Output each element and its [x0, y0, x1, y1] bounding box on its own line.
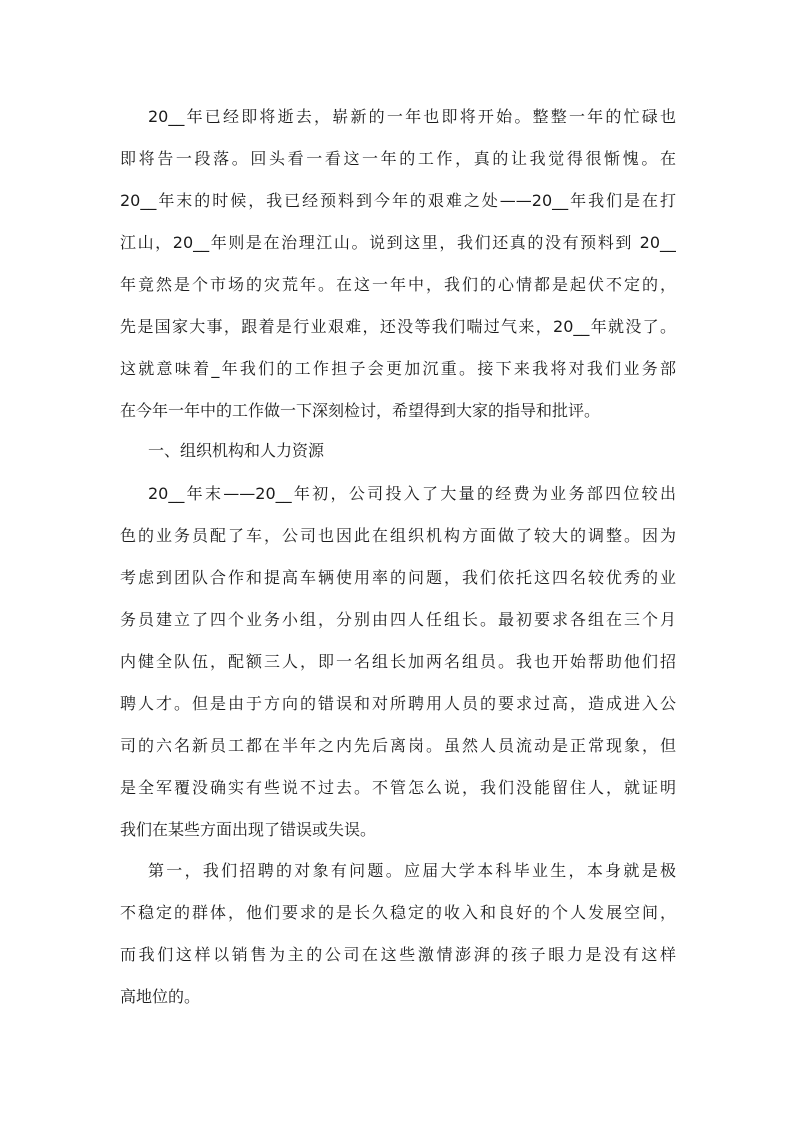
paragraph-line: 江山，20__年则是在治理江山。说到这里，我们还真的没有预料到 20__	[120, 233, 676, 252]
paragraph-line: 高地位的。	[120, 987, 201, 1006]
paragraph-line: 内健全队伍，配额三人，即一名组长加两名组员。我也开始帮助他们招	[120, 652, 676, 671]
paragraph-line: 20__年末的时候，我已经预料到今年的艰难之处——20__年我们是在打	[120, 191, 676, 210]
paragraph-line: 司的六名新员工都在半年之内先后离岗。虽然人员流动是正常现象，但	[120, 736, 676, 755]
paragraph-line: 而我们这样以销售为主的公司在这些激情澎湃的孩子眼力是没有这样	[120, 945, 676, 964]
paragraph-line: 不稳定的群体，他们要求的是长久稳定的收入和良好的个人发展空间，	[120, 903, 676, 922]
paragraph-line: 聘人才。但是由于方向的错误和对所聘用人员的要求过高，造成进入公	[120, 694, 676, 713]
paragraph-line: 20__年已经即将逝去，崭新的一年也即将开始。整整一年的忙碌也	[148, 107, 676, 126]
paragraph-line: 在今年一年中的工作做一下深刻检讨，希望得到大家的指导和批评。	[120, 401, 601, 420]
paragraph-line: 是全军覆没确实有些说不过去。不管怎么说，我们没能留住人，就证明	[120, 778, 676, 797]
paragraph-line: 这就意味着_年我们的工作担子会更加沉重。接下来我将对我们业务部	[120, 359, 676, 378]
paragraph-line: 考虑到团队合作和提高车辆使用率的问题，我们依托这四名较优秀的业	[120, 568, 676, 587]
paragraph-line: 色的业务员配了车，公司也因此在组织机构方面做了较大的调整。因为	[120, 526, 676, 545]
paragraph-line: 务员建立了四个业务小组，分别由四人任组长。最初要求各组在三个月	[120, 610, 676, 629]
paragraph-line: 先是国家大事，跟着是行业艰难，还没等我们喘过气来，20__年就没了。	[120, 317, 676, 336]
paragraph-line: 年竟然是个市场的灾荒年。在这一年中，我们的心情都是起伏不定的，	[120, 275, 676, 294]
section-heading: 一、组织机构和人力资源	[148, 441, 325, 460]
paragraph-line: 我们在某些方面出现了错误或失误。	[120, 820, 377, 839]
paragraph-line: 20__年末——20__年初，公司投入了大量的经费为业务部四位较出	[148, 484, 676, 503]
paragraph-line: 即将告一段落。回头看一看这一年的工作，真的让我觉得很惭愧。在	[120, 149, 676, 168]
paragraph-line: 第一，我们招聘的对象有问题。应届大学本科毕业生，本身就是极	[148, 861, 676, 880]
